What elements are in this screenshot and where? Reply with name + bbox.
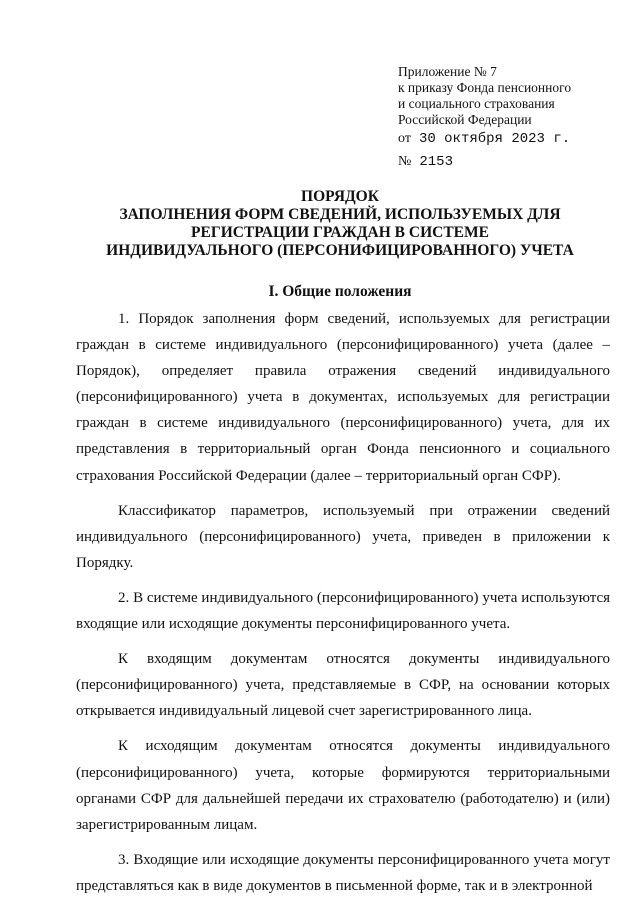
paragraph: 3. Входящие или исходящие документы персонифицированного учета могут представляться как в виде документов в письменной форме, так и в электронной (76, 851, 610, 894)
appendix-line: Приложение № 7 (398, 64, 497, 79)
order-number-label: № (398, 154, 412, 169)
order-number (398, 154, 453, 170)
paragraph: Классификатор параметров, используемый при отражении сведений индивидуального (персонифицированного) учета, приведен в приложении к Порядку. (76, 502, 610, 571)
appendix-line: Российской Федерации (398, 112, 532, 127)
order-date (398, 131, 570, 147)
appendix-line: и социального страхования (398, 96, 555, 111)
document-body (76, 306, 610, 908)
title-line: РЕГИСТРАЦИИ ГРАЖДАН В СИСТЕМЕ (191, 224, 489, 241)
paragraph: К исходящим документам относятся документы индивидуального (персонифицированного) учета, которые формируются территориальными органами СФР для дальнейшей передачи их страхователю (работодателю) и (или) зарегистрированным лицам. (76, 738, 610, 833)
title-line: ИНДИВИДУАЛЬНОГО (ПЕРСОНИФИЦИРОВАННОГО) УЧЕТА (106, 242, 574, 259)
order-date-label: от (398, 131, 411, 146)
section-heading: I. Общие положения (268, 283, 412, 300)
appendix-reference (398, 64, 628, 128)
document-title (40, 188, 640, 260)
paragraph: 1. Порядок заполнения форм сведений, используемых для регистрации граждан в системе индивидуального (персонифицированного) учета (далее – Порядок), определяет правила отражения сведений индивидуального (персонифицированного) учета в документах, используемых для регистрации граждан в системе индивидуального (персонифицированного) учета, для их представления в территориальный орган Фонда пенсионного и социального страхования Российской Федерации (далее – территориальный орган СФР). (76, 311, 610, 484)
paragraph: 2. В системе индивидуального (персонифицированного) учета используются входящие или исходящие документы персонифицированного учета. (76, 589, 610, 633)
title-line: ЗАПОЛНЕНИЯ ФОРМ СВЕДЕНИЙ, ИСПОЛЬЗУЕМЫХ ДЛЯ (119, 206, 561, 223)
title-line: ПОРЯДОК (301, 188, 379, 205)
order-number-value: 2153 (419, 154, 453, 170)
order-date-value: 30 октября 2023 г. (418, 131, 571, 147)
paragraph: К входящим документам относятся документы индивидуального (персонифицированного) учета, представляемые в СФР, на основании которых открывается индивидуальный лицевой счет зарегистрированного лица. (76, 651, 610, 720)
appendix-line: к приказу Фонда пенсионного (398, 80, 572, 95)
